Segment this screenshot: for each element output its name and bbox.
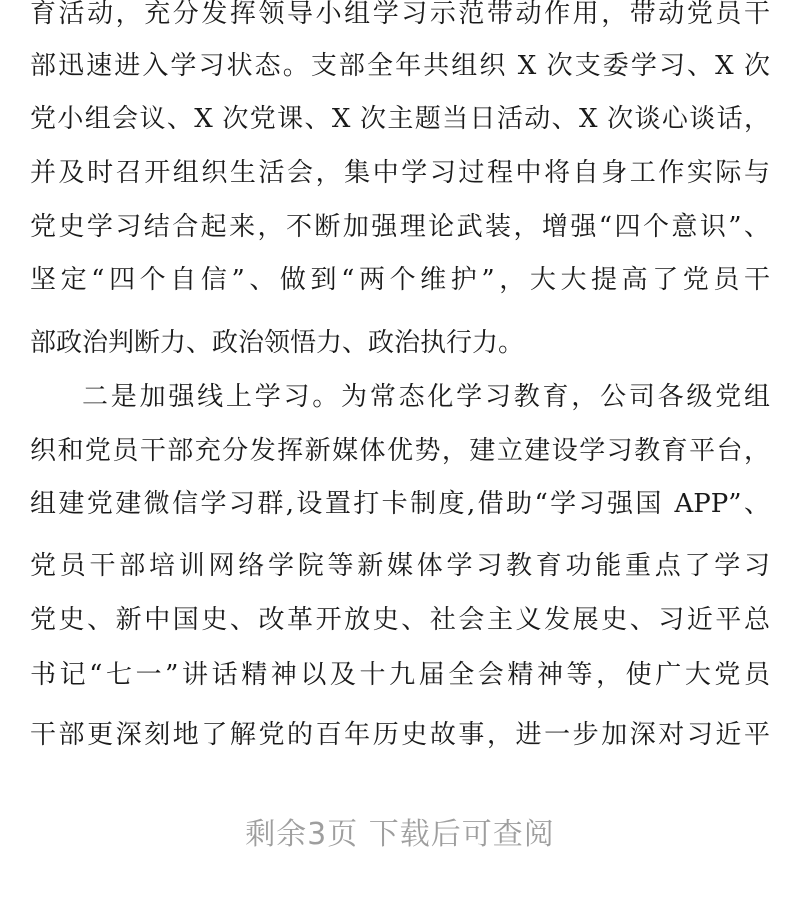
text-line: 干部更深刻地了解党的百年历史故事，进一步加深对习近平 [30, 720, 770, 750]
text-line: 党小组会议、X 次党课、X 次主题当日活动、X 次谈心谈话， [30, 104, 770, 134]
remaining-pages-link[interactable]: 剩余3页 下载后可查阅 [245, 817, 555, 852]
text-line: 部迅速进入学习状态。支部全年共组织 X 次支委学习、X 次 [30, 51, 770, 81]
text-line: 织和党员干部充分发挥新媒体优势，建立建设学习教育平台， [30, 436, 770, 466]
paragraph-first-line: 二是加强线上学习。为常态化学习教育，公司各级党组 [82, 382, 770, 412]
text-line: 坚定“四个自信”、做到“两个维护”，大大提高了党员干 [30, 265, 770, 295]
text-line: 党员干部培训网络学院等新媒体学习教育功能重点了学习 [30, 551, 770, 581]
text-line: 党史、新中国史、改革开放史、社会主义发展史、习近平总 [30, 605, 770, 635]
text-line: 组建党建微信学习群,设置打卡制度,借助“学习强国 APP”、 [30, 489, 770, 519]
text-line: 并及时召开组织生活会，集中学习过程中将自身工作实际与 [30, 158, 770, 188]
text-line: 部政治判断力、政治领悟力、政治执行力。 [30, 328, 525, 358]
text-line: 育活动，充分发挥领导小组学习示范带动作用，带动党员干 [30, 0, 770, 29]
text-line: 书记“七一”讲话精神以及十九届全会精神等，使广大党员 [30, 660, 770, 690]
text-line: 党史学习结合起来，不断加强理论武装，增强“四个意识”、 [30, 212, 770, 242]
